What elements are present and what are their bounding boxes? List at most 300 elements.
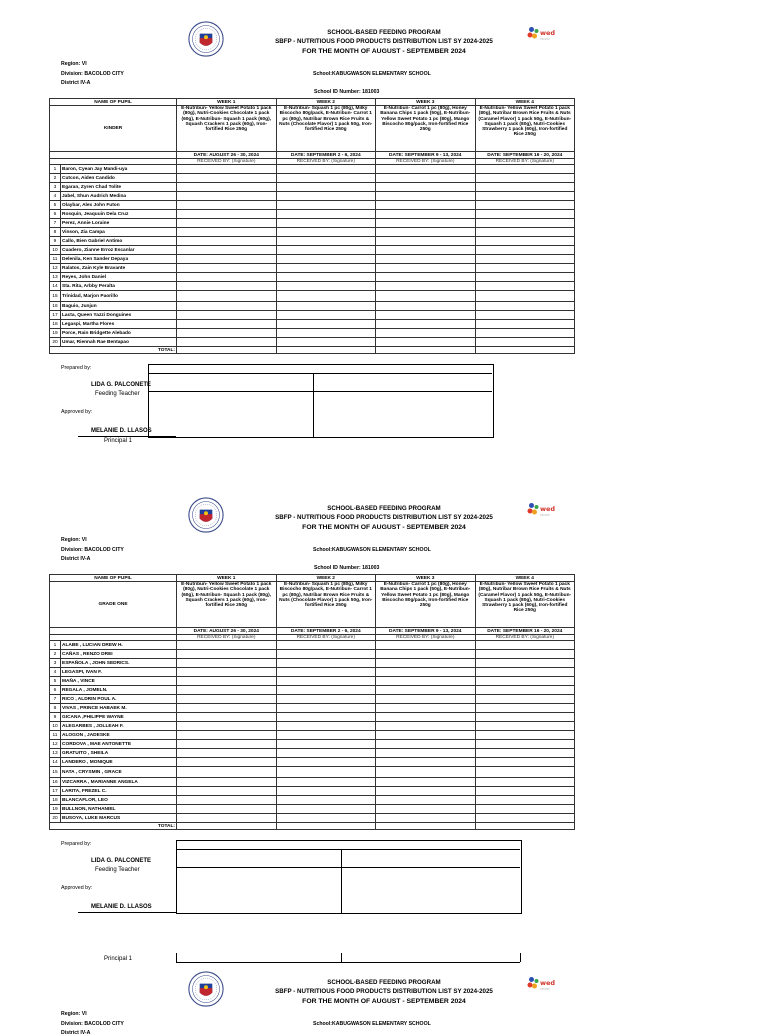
total-cell[interactable]: [276, 823, 376, 830]
total-cell[interactable]: [276, 347, 376, 354]
approved-by-label: Approved by:: [61, 409, 93, 415]
signature-cell[interactable]: [376, 704, 476, 713]
signature-cell[interactable]: [475, 228, 575, 237]
pupil-name: NATA , CRYSMIN , GRACE: [61, 767, 177, 778]
signature-cell[interactable]: [376, 677, 476, 686]
signature-cell[interactable]: [376, 246, 476, 255]
box-rule: [176, 962, 520, 963]
signature-cell[interactable]: [475, 338, 575, 347]
table-row: [50, 228, 575, 237]
signature-cell[interactable]: [177, 165, 277, 174]
total-cell[interactable]: [475, 823, 575, 830]
signature-cell[interactable]: [177, 704, 277, 713]
pupil-name: Ralatos, Zain Kyle Bravante: [61, 264, 177, 273]
month-title: FOR THE MONTH OF AUGUST - SEPTEMBER 2024: [302, 524, 466, 531]
week-date: DATE: SEPTEMBER 16 - 20, 2024: [475, 628, 575, 635]
week-header: WEEK 1: [177, 99, 277, 106]
row-number: 8: [50, 228, 61, 237]
row-number: 1: [50, 165, 61, 174]
row-number: 11: [50, 255, 61, 264]
signature-cell[interactable]: [276, 686, 376, 695]
week-date: DATE: AUGUST 26 - 30, 2024: [177, 628, 277, 635]
signature-cell[interactable]: [177, 255, 277, 264]
signature-cell[interactable]: [276, 796, 376, 805]
table-row: [50, 237, 575, 246]
signature-cell[interactable]: [376, 329, 476, 338]
pupil-name: GRATUITO , SHEILA: [61, 749, 177, 758]
row-number: 9: [50, 713, 61, 722]
signature-cell[interactable]: [475, 201, 575, 210]
signature-cell[interactable]: [276, 228, 376, 237]
table-row: [50, 722, 575, 731]
signature-cell[interactable]: [475, 311, 575, 320]
table-row: [50, 183, 575, 192]
signature-cell[interactable]: [376, 668, 476, 677]
signature-cell[interactable]: [177, 311, 277, 320]
received-by-label: RECEIVED BY: (Signature): [475, 159, 575, 165]
signature-cell[interactable]: [475, 668, 575, 677]
signature-cell[interactable]: [475, 165, 575, 174]
blank-cell: [50, 628, 177, 635]
pupil-name: Vinson, Zia Campa: [61, 228, 177, 237]
signature-cell[interactable]: [475, 183, 575, 192]
distribution-list-title: SBFP - NUTRITIOUS FOOD PRODUCTS DISTRIBUTION LIST SY 2024-2025: [275, 514, 493, 521]
signature-cell[interactable]: [475, 686, 575, 695]
table-row: [50, 192, 575, 201]
signature-cell[interactable]: [276, 183, 376, 192]
month-title: FOR THE MONTH OF AUGUST - SEPTEMBER 2024: [302, 48, 466, 55]
signature-cell[interactable]: [177, 758, 277, 767]
signature-cell[interactable]: [177, 228, 277, 237]
signature-cell[interactable]: [475, 731, 575, 740]
signature-cell[interactable]: [177, 659, 277, 668]
box-rule: [176, 953, 177, 962]
signature-cell[interactable]: [177, 641, 277, 650]
row-number: 7: [50, 219, 61, 228]
signature-cell[interactable]: [177, 814, 277, 823]
signature-cell[interactable]: [376, 237, 476, 246]
table-row: [50, 174, 575, 183]
signature-cell[interactable]: [177, 302, 277, 311]
box-rule: [148, 391, 492, 392]
row-number: 8: [50, 704, 61, 713]
signature-cell[interactable]: [276, 291, 376, 302]
signature-cell[interactable]: [475, 302, 575, 311]
signature-cell[interactable]: [276, 641, 376, 650]
division-label: Division: BACOLOD CITY: [61, 71, 124, 77]
signature-cell[interactable]: [276, 273, 376, 282]
signature-cell[interactable]: [475, 778, 575, 787]
signature-cell[interactable]: [276, 311, 376, 320]
week-items: E-Nutribun- Yellow Sweet Potato 1 pack (80g), Nutri-Cookies Chocolate 1 pack (60g), E-Nutribun- Squash 1 pack (60g), Squash Crackers 1 pack (60g), Iron-fortified Rice 250g: [177, 106, 277, 152]
pupil-name: LEGASPI, IVAN F.: [61, 668, 177, 677]
signature-cell[interactable]: [276, 767, 376, 778]
signature-cell[interactable]: [376, 740, 476, 749]
signature-cell[interactable]: [276, 722, 376, 731]
row-number: 19: [50, 329, 61, 338]
signature-cell[interactable]: [177, 695, 277, 704]
row-number: 6: [50, 686, 61, 695]
signature-cell[interactable]: [276, 165, 376, 174]
row-number: 5: [50, 677, 61, 686]
signature-cell[interactable]: [177, 210, 277, 219]
week-items: E-Nutribun- Carrot 1 pc (80g), Honey Banana Chips 1 pack (50g), E-Nutribun- Yellow Sweet Potato 1 pc (80g), Mango Biscocho 80g/pack, Iron-fortified Rice 250g: [376, 106, 476, 152]
signature-cell[interactable]: [376, 767, 476, 778]
signature-cell[interactable]: [276, 749, 376, 758]
feeding-teacher-title: Feeding Teacher: [95, 867, 140, 873]
signature-cell[interactable]: [376, 255, 476, 264]
signature-cell[interactable]: [177, 686, 277, 695]
row-number: 12: [50, 264, 61, 273]
signature-cell[interactable]: [376, 713, 476, 722]
signature-cell[interactable]: [376, 302, 476, 311]
row-number: 16: [50, 302, 61, 311]
pupil-name: Jabel, Shun Audrich Medina: [61, 192, 177, 201]
signature-cell[interactable]: [376, 749, 476, 758]
signature-cell[interactable]: [475, 210, 575, 219]
pupil-name: MAÑA , VINCE: [61, 677, 177, 686]
pupil-name: Legaspi, Martha Flores: [61, 320, 177, 329]
week-date: DATE: SEPTEMBER 2 - 6, 2024: [276, 628, 376, 635]
signature-cell[interactable]: [376, 758, 476, 767]
signature-cell[interactable]: [376, 722, 476, 731]
signature-cell[interactable]: [177, 740, 277, 749]
signature-cell[interactable]: [177, 174, 277, 183]
pupil-name: LARITA, FREZEL C.: [61, 787, 177, 796]
pupil-name: GICANA ,PHILIPPE WAYNE: [61, 713, 177, 722]
row-number: 14: [50, 758, 61, 767]
region-label: Region: VI: [61, 61, 87, 67]
signature-cell[interactable]: [276, 758, 376, 767]
pupil-name: ESPAÑOLA , JOHN SEDRICS.: [61, 659, 177, 668]
signature-cell[interactable]: [475, 329, 575, 338]
table-row: [50, 668, 575, 677]
signature-cell[interactable]: [177, 246, 277, 255]
signature-cell[interactable]: [376, 686, 476, 695]
box-rule: [341, 849, 342, 913]
signature-cell[interactable]: [475, 174, 575, 183]
signature-cell[interactable]: [177, 787, 277, 796]
table-row: [50, 758, 575, 767]
signature-cell[interactable]: [276, 174, 376, 183]
week-date: DATE: AUGUST 26 - 30, 2024: [177, 152, 277, 159]
signature-cell[interactable]: [376, 282, 476, 291]
signature-cell[interactable]: [276, 695, 376, 704]
row-number: 12: [50, 740, 61, 749]
signature-cell[interactable]: [177, 778, 277, 787]
pupil-name: BUSOYA, LUKE MARCUS: [61, 814, 177, 823]
signature-cell[interactable]: [475, 192, 575, 201]
signature-cell[interactable]: [475, 650, 575, 659]
signature-cell[interactable]: [376, 338, 476, 347]
row-number: 10: [50, 246, 61, 255]
signature-cell[interactable]: [475, 264, 575, 273]
signature-cell[interactable]: [177, 291, 277, 302]
signature-cell[interactable]: [376, 641, 476, 650]
signature-cell[interactable]: [376, 192, 476, 201]
signature-cell[interactable]: [376, 731, 476, 740]
pupil-name: Sta. Rita, Arbby Peralta: [61, 282, 177, 291]
signature-cell[interactable]: [376, 778, 476, 787]
received-by-label: RECEIVED BY: (Signature): [376, 635, 476, 641]
principal-title: Principal 1: [104, 438, 133, 444]
signature-cell[interactable]: [177, 219, 277, 228]
distribution-table: [49, 98, 575, 354]
program-title: SCHOOL-BASED FEEDING PROGRAM: [327, 29, 441, 36]
signature-cell[interactable]: [177, 273, 277, 282]
row-number: 3: [50, 659, 61, 668]
signature-cell[interactable]: [475, 740, 575, 749]
total-cell[interactable]: [376, 823, 476, 830]
signature-cell[interactable]: [276, 302, 376, 311]
week-items: E-Nutribun- Carrot 1 pc (80g), Honey Banana Chips 1 pack (50g), E-Nutribun- Yellow Sweet Potato 1 pc (80g), Mango Biscocho 80g/pack, Iron-fortified Rice 250g: [376, 582, 476, 628]
row-number: 13: [50, 749, 61, 758]
signature-cell[interactable]: [475, 796, 575, 805]
received-by-label: RECEIVED BY: (Signature): [276, 159, 376, 165]
signature-cell[interactable]: [376, 695, 476, 704]
row-number: 6: [50, 210, 61, 219]
prepared-by-label: Prepared by:: [61, 841, 92, 847]
principal-title: Principal 1: [104, 956, 133, 962]
pupil-name: BLANCAFLOR, LEO: [61, 796, 177, 805]
blank-cell: [50, 152, 177, 159]
signature-cell[interactable]: [475, 273, 575, 282]
school-label: School:KABUGWASON ELEMENTARY SCHOOL: [313, 1021, 431, 1027]
pupil-name: Lacta, Queen Yazzi Donguines: [61, 311, 177, 320]
signature-cell[interactable]: [276, 814, 376, 823]
signature-cell[interactable]: [376, 273, 476, 282]
prepared-by-label: Prepared by:: [61, 365, 92, 371]
signature-cell[interactable]: [276, 805, 376, 814]
row-number: 11: [50, 731, 61, 740]
pupil-name: ALABE , LUCIAN DREW H.: [61, 641, 177, 650]
name-column-header: NAME OF PUPIL: [50, 99, 177, 106]
district-label: District IV-A: [61, 556, 91, 562]
pupil-name: Perez, Annie Loraine: [61, 219, 177, 228]
row-number: 9: [50, 237, 61, 246]
signature-cell[interactable]: [276, 659, 376, 668]
week-header: WEEK 1: [177, 575, 277, 582]
signature-cell[interactable]: [475, 713, 575, 722]
signature-cell[interactable]: [376, 650, 476, 659]
signature-cell[interactable]: [475, 246, 575, 255]
signature-cell[interactable]: [475, 237, 575, 246]
principal-name: MELANIE D. LLASOS: [91, 904, 152, 910]
signature-cell[interactable]: [177, 749, 277, 758]
signature-cell[interactable]: [276, 210, 376, 219]
table-row: [50, 704, 575, 713]
signature-cell[interactable]: [276, 246, 376, 255]
box-rule: [176, 849, 520, 850]
signature-cell[interactable]: [475, 219, 575, 228]
signature-cell[interactable]: [475, 787, 575, 796]
signature-cell[interactable]: [376, 183, 476, 192]
table-row: [50, 805, 575, 814]
signature-cell[interactable]: [276, 237, 376, 246]
signature-cell[interactable]: [276, 778, 376, 787]
signature-cell[interactable]: [177, 338, 277, 347]
signature-cell[interactable]: [475, 722, 575, 731]
signature-cell[interactable]: [177, 767, 277, 778]
signature-cell[interactable]: [475, 659, 575, 668]
row-number: 15: [50, 291, 61, 302]
signature-cell[interactable]: [177, 722, 277, 731]
signature-cell[interactable]: [177, 713, 277, 722]
pupil-name: REGALA , JOMELN.: [61, 686, 177, 695]
signature-cell[interactable]: [276, 787, 376, 796]
school-id-label: School ID Number: 181003: [314, 565, 380, 571]
table-row: [50, 255, 575, 264]
distribution-table: [49, 574, 575, 830]
signature-cell[interactable]: [475, 704, 575, 713]
signature-cell[interactable]: [276, 255, 376, 264]
region-label: Region: VI: [61, 537, 87, 543]
signature-cell[interactable]: [475, 767, 575, 778]
signature-cell[interactable]: [177, 320, 277, 329]
signature-cell[interactable]: [177, 264, 277, 273]
division-label: Division: BACOLOD CITY: [61, 547, 124, 553]
svg-text:wed: wed: [540, 979, 556, 987]
week-date: DATE: SEPTEMBER 16 - 20, 2024: [475, 152, 575, 159]
signature-line: [78, 912, 176, 913]
week-header: WEEK 2: [276, 575, 376, 582]
week-items: E-Nutribun- Yellow Sweet Potato 1 pack (80g), Nutribar Brown Rice Fruits & Nuts (Caramel Flavor) 1 pack 50g, E-Nutribun- Squash 1 pack (80g), Nutri-Cookies Strawberry 1 pack (60g), Iron-fortified Rice 250g: [475, 106, 575, 152]
signature-cell[interactable]: [276, 201, 376, 210]
row-number: 20: [50, 814, 61, 823]
signature-cell[interactable]: [177, 183, 277, 192]
table-row: [50, 165, 575, 174]
week-header: WEEK 4: [475, 99, 575, 106]
box-rule: [341, 953, 342, 962]
signature-cell[interactable]: [376, 210, 476, 219]
table-row: [50, 749, 575, 758]
row-number: 17: [50, 787, 61, 796]
week-header: WEEK 3: [376, 99, 476, 106]
signature-cell[interactable]: [177, 329, 277, 338]
pupil-name: Delenila, Ken Sander Depaya: [61, 255, 177, 264]
pupil-name: Olaybar, Alex John Futon: [61, 201, 177, 210]
signature-cell[interactable]: [376, 787, 476, 796]
signature-cell[interactable]: [376, 174, 476, 183]
table-row: [50, 302, 575, 311]
signature-cell[interactable]: [177, 796, 277, 805]
signature-cell[interactable]: [276, 338, 376, 347]
grade-label: KINDER: [50, 106, 177, 152]
week-items: E-Nutribun- Squash 1 pc (80g), Milky Biscocho 80g/pack, E-Nutribun- Carrot 1 pc (80g), Nutribar Brown Rice Fruits & Nuts (Chocolate Flavor) 1 pack 50g, Iron-fortified Rice 250g: [276, 106, 376, 152]
signature-cell[interactable]: [475, 805, 575, 814]
signature-cell[interactable]: [177, 650, 277, 659]
signature-cell[interactable]: [475, 282, 575, 291]
signature-cell[interactable]: [475, 320, 575, 329]
signature-cell[interactable]: [376, 264, 476, 273]
week-date: DATE: SEPTEMBER 9 - 13, 2024: [376, 628, 476, 635]
signature-cell[interactable]: [276, 677, 376, 686]
total-cell[interactable]: [177, 823, 277, 830]
table-row: [50, 338, 575, 347]
table-row: [50, 320, 575, 329]
signature-cell[interactable]: [376, 320, 476, 329]
total-cell[interactable]: [177, 347, 277, 354]
signature-cell[interactable]: [376, 219, 476, 228]
signature-cell[interactable]: [475, 749, 575, 758]
signature-cell[interactable]: [276, 264, 376, 273]
signature-cell[interactable]: [376, 228, 476, 237]
week-items: E-Nutribun- Yellow Sweet Potato 1 pack (80g), Nutribar Brown Rice Fruits & Nuts (Caramel Flavor) 1 pack 50g, E-Nutribun- Squash 1 pack (80g), Nutri-Cookies Strawberry 1 pack (60g), Iron-fortified Rice 250g: [475, 582, 575, 628]
district-label: District IV-A: [61, 1030, 91, 1036]
feeding-teacher-name: LIDA G. PALCONETE: [91, 858, 151, 864]
signature-cell[interactable]: [475, 641, 575, 650]
signature-cell[interactable]: [276, 668, 376, 677]
signature-cell[interactable]: [276, 192, 376, 201]
signature-cell[interactable]: [276, 713, 376, 722]
signature-cell[interactable]: [177, 677, 277, 686]
signature-cell[interactable]: [475, 291, 575, 302]
signature-cell[interactable]: [276, 704, 376, 713]
signature-cell[interactable]: [376, 814, 476, 823]
signature-cell[interactable]: [475, 758, 575, 767]
row-number: 7: [50, 695, 61, 704]
row-number: 17: [50, 311, 61, 320]
signature-cell[interactable]: [475, 677, 575, 686]
pupil-name: CORDOVA , MAE ANTONETTE: [61, 740, 177, 749]
table-row: [50, 778, 575, 787]
name-column-header: NAME OF PUPIL: [50, 575, 177, 582]
division-label: Division: BACOLOD CITY: [61, 1021, 124, 1027]
signature-cell[interactable]: [177, 192, 277, 201]
signature-cell[interactable]: [177, 282, 277, 291]
row-number: 15: [50, 767, 61, 778]
signature-cell[interactable]: [475, 814, 575, 823]
total-cell[interactable]: [376, 347, 476, 354]
total-cell[interactable]: [475, 347, 575, 354]
signature-cell[interactable]: [376, 291, 476, 302]
signature-cell[interactable]: [177, 805, 277, 814]
svg-text:wed: wed: [540, 505, 556, 513]
received-by-label: RECEIVED BY: (Signature): [276, 635, 376, 641]
pupil-name: Umar, Riennah Rae Bentapao: [61, 338, 177, 347]
week-date: DATE: SEPTEMBER 9 - 13, 2024: [376, 152, 476, 159]
signature-cell[interactable]: [276, 731, 376, 740]
signature-cell[interactable]: [177, 201, 277, 210]
signature-cell[interactable]: [276, 650, 376, 659]
signature-cell[interactable]: [276, 320, 376, 329]
signature-cell[interactable]: [376, 796, 476, 805]
program-title: SCHOOL-BASED FEEDING PROGRAM: [327, 505, 441, 512]
signature-cell[interactable]: [276, 329, 376, 338]
table-row: [50, 273, 575, 282]
signature-cell[interactable]: [276, 219, 376, 228]
signature-cell[interactable]: [276, 282, 376, 291]
row-number: 3: [50, 183, 61, 192]
signature-cell[interactable]: [177, 237, 277, 246]
svg-text:education: education: [540, 38, 550, 41]
signature-cell[interactable]: [177, 731, 277, 740]
school-label: School:KABUGWASON ELEMENTARY SCHOOL: [313, 547, 431, 553]
signature-cell[interactable]: [376, 165, 476, 174]
signature-cell[interactable]: [475, 695, 575, 704]
table-row: [50, 641, 575, 650]
signature-cell[interactable]: [177, 668, 277, 677]
signature-cell[interactable]: [376, 201, 476, 210]
signature-cell[interactable]: [475, 255, 575, 264]
received-by-label: RECEIVED BY: (Signature): [177, 635, 277, 641]
pupil-name: BULLNON, NATHANIEL: [61, 805, 177, 814]
signature-cell[interactable]: [376, 659, 476, 668]
signature-cell[interactable]: [376, 805, 476, 814]
signature-cell[interactable]: [376, 311, 476, 320]
table-row: [50, 814, 575, 823]
signature-cell[interactable]: [276, 740, 376, 749]
